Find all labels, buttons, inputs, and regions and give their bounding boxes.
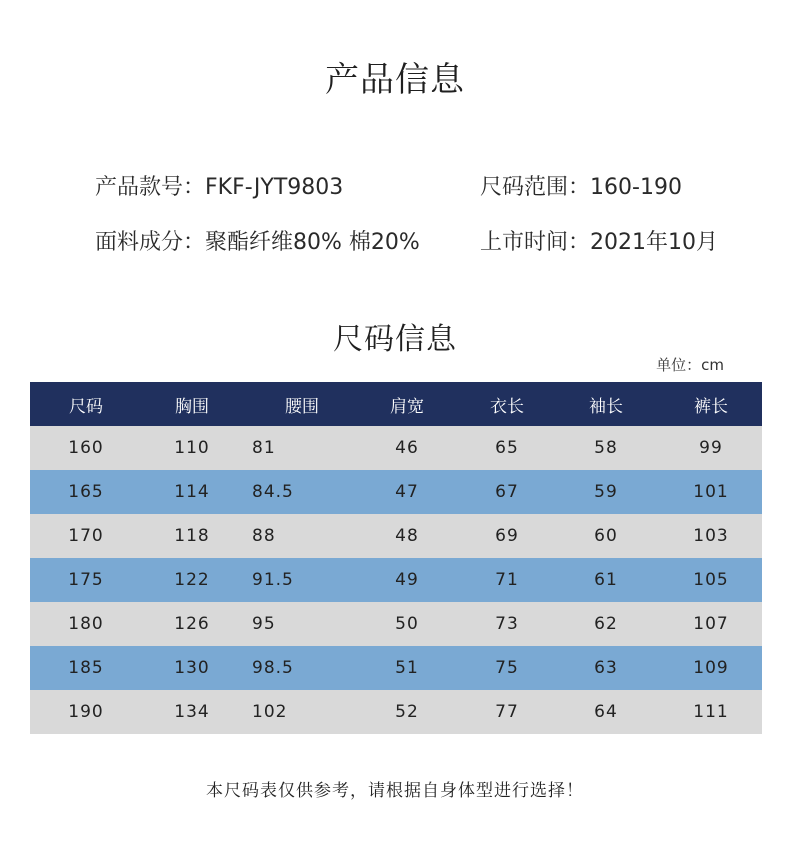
chest-cell: 114 — [174, 482, 210, 502]
waist-cell: 88 — [252, 526, 276, 546]
shoulder-cell: 49 — [395, 570, 419, 590]
header-chest: 胸围 — [175, 396, 209, 417]
sleeve-cell: 63 — [594, 658, 618, 678]
header-size: 尺码 — [69, 396, 103, 417]
table-row — [30, 646, 762, 690]
shoulder-cell: 46 — [395, 438, 419, 458]
table-row — [30, 558, 762, 602]
waist-cell: 98.5 — [252, 658, 294, 678]
sleeve-cell: 60 — [594, 526, 618, 546]
size-cell: 170 — [68, 526, 104, 546]
size-range — [480, 170, 682, 201]
product-style-number-value: FKF-JYT9803 — [205, 175, 344, 200]
length-cell: 67 — [495, 482, 519, 502]
chest-cell: 134 — [174, 702, 210, 722]
size-cell: 190 — [68, 702, 104, 722]
unit-label: 单位：cm — [656, 356, 724, 374]
fabric-composition — [95, 225, 420, 256]
pants-length-cell: 111 — [693, 702, 729, 722]
chest-cell: 122 — [174, 570, 210, 590]
sleeve-cell: 58 — [594, 438, 618, 458]
length-cell: 73 — [495, 614, 519, 634]
sleeve-cell: 62 — [594, 614, 618, 634]
release-date — [480, 225, 718, 256]
length-cell: 75 — [495, 658, 519, 678]
release-date-label: 上市时间： — [480, 230, 591, 255]
fabric-composition-value: 聚酯纤维80% 棉20% — [205, 230, 420, 255]
header-waist: 腰围 — [285, 396, 319, 417]
size-range-value: 160-190 — [590, 175, 682, 200]
sleeve-cell: 61 — [594, 570, 618, 590]
table-row — [30, 690, 762, 734]
waist-cell: 102 — [252, 702, 288, 722]
sleeve-cell: 59 — [594, 482, 618, 502]
release-date-value: 2021年10月 — [590, 230, 718, 255]
pants-length-cell: 105 — [693, 570, 729, 590]
table-header-row — [30, 382, 762, 426]
product-style-number — [95, 170, 343, 201]
shoulder-cell: 52 — [395, 702, 419, 722]
size-table — [30, 382, 762, 734]
header-pants-length: 裤长 — [694, 396, 728, 417]
waist-cell: 95 — [252, 614, 276, 634]
pants-length-cell: 101 — [693, 482, 729, 502]
pants-length-cell: 99 — [699, 438, 723, 458]
size-cell: 175 — [68, 570, 104, 590]
product-style-number-label: 产品款号： — [95, 175, 206, 200]
size-cell: 165 — [68, 482, 104, 502]
waist-cell: 84.5 — [252, 482, 294, 502]
size-info-title: 尺码信息 — [333, 322, 457, 357]
length-cell: 77 — [495, 702, 519, 722]
length-cell: 71 — [495, 570, 519, 590]
size-range-label: 尺码范围： — [480, 175, 591, 200]
length-cell: 69 — [495, 526, 519, 546]
shoulder-cell: 51 — [395, 658, 419, 678]
chest-cell: 118 — [174, 526, 210, 546]
footer-note: 本尺码表仅供参考，请根据自身体型进行选择！ — [206, 781, 584, 801]
header-length: 衣长 — [490, 396, 524, 417]
pants-length-cell: 107 — [693, 614, 729, 634]
waist-cell: 81 — [252, 438, 276, 458]
shoulder-cell: 50 — [395, 614, 419, 634]
table-row — [30, 602, 762, 646]
size-cell: 180 — [68, 614, 104, 634]
header-sleeve: 袖长 — [589, 396, 623, 417]
sleeve-cell: 64 — [594, 702, 618, 722]
table-row — [30, 426, 762, 470]
length-cell: 65 — [495, 438, 519, 458]
chest-cell: 110 — [174, 438, 210, 458]
waist-cell: 91.5 — [252, 570, 294, 590]
product-info-title: 产品信息 — [325, 60, 465, 100]
pants-length-cell: 103 — [693, 526, 729, 546]
chest-cell: 126 — [174, 614, 210, 634]
shoulder-cell: 48 — [395, 526, 419, 546]
chest-cell: 130 — [174, 658, 210, 678]
pants-length-cell: 109 — [693, 658, 729, 678]
shoulder-cell: 47 — [395, 482, 419, 502]
table-row — [30, 470, 762, 514]
table-row — [30, 514, 762, 558]
header-shoulder: 肩宽 — [390, 396, 424, 417]
size-cell: 185 — [68, 658, 104, 678]
size-cell: 160 — [68, 438, 104, 458]
fabric-composition-label: 面料成分： — [95, 230, 206, 255]
